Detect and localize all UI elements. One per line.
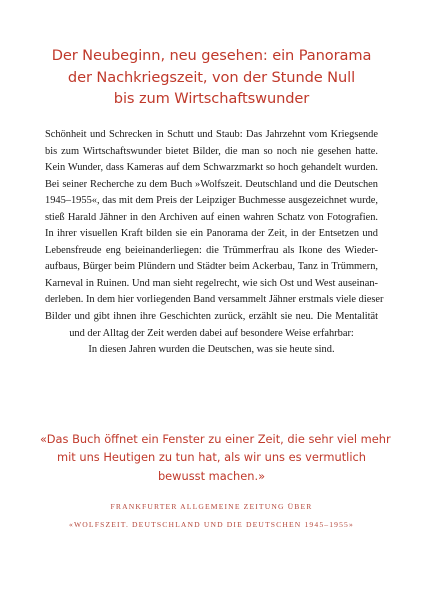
blurb-line: Bilder und gibt ihnen ihre Geschichten zurück, erzählt sie neu. Die Mentalität [45,311,378,323]
quote-line: «Das Buch öffnet ein Fenster zu einer Zeit, die sehr viel mehr [40,432,391,446]
blurb-line: und der Alltag der Zeit werden dabei auf besondere Weise erfahrbar: [69,327,354,339]
blurb-line: Kein Wunder, dass Kameras auf dem Schwarzmarkt so hoch gehandelt wurden. [45,162,378,174]
blurb-paragraph [45,127,384,359]
quote-line: mit uns Heutigen zu tun hat, als wir uns es vermutlich [57,450,366,465]
headline-line: der Nachkriegszeit, von der Stunde Null [67,68,356,86]
headline [40,45,383,110]
blurb-line: Bei seiner Recherche zu dem Buch »Wolfszeit. Deutschland und die Deutschen [45,178,378,190]
source-line: «WOLFSZEIT. DEUTSCHLAND UND DIE DEUTSCHEN 1945–1955» [69,520,354,529]
blurb-line: stieß Harald Jähner in den Archiven auf einen wahren Schatz von Fotografien. [45,211,378,223]
quote-line: bewusst machen.» [157,468,266,483]
blurb-line: aufbaus, Bürger beim Plündern und Städter beim Ackerbau, Tanz in Trümmern, [45,261,378,273]
blurb-line: In diesen Jahren wurden die Deutschen, was sie heute sind. [88,344,335,356]
blurb-line: derleben. In dem hier vorliegenden Band versammelt Jähner erstmals viele dieser [45,294,384,306]
blurb-line: 1945–1955«, das mit dem Preis der Leipziger Buchmesse ausgezeichnet wurde, [45,195,378,207]
headline-line: Der Neubeginn, neu gesehen: ein Panorama [51,47,372,64]
headline-line: bis zum Wirtschaftswunder [113,90,310,107]
source-line: FRANKFURTER ALLGEMEINE ZEITUNG ÜBER [110,502,313,511]
blurb-line: Karneval in Ruinen. Und man sieht regelrecht, wie sich Ost und West auseinan- [45,277,378,289]
blurb-line: bis zum Wirtschaftswunder bietet Bilder, die man so noch nie gesehen hatte. [45,145,378,157]
blurb-line: In ihrer visuellen Kraft bilden sie ein Panorama der Zeit, in der Entsetzen und [45,228,378,240]
press-quote [40,430,391,485]
blurb-line: Schönheit und Schrecken in Schutt und Staub: Das Jahrzehnt vom Kriegsende [45,129,378,140]
blurb-line: Lebensfreude eng beieinanderliegen: die Trümmerfrau als Ikone des Wieder- [45,244,378,256]
quote-source [40,498,383,534]
